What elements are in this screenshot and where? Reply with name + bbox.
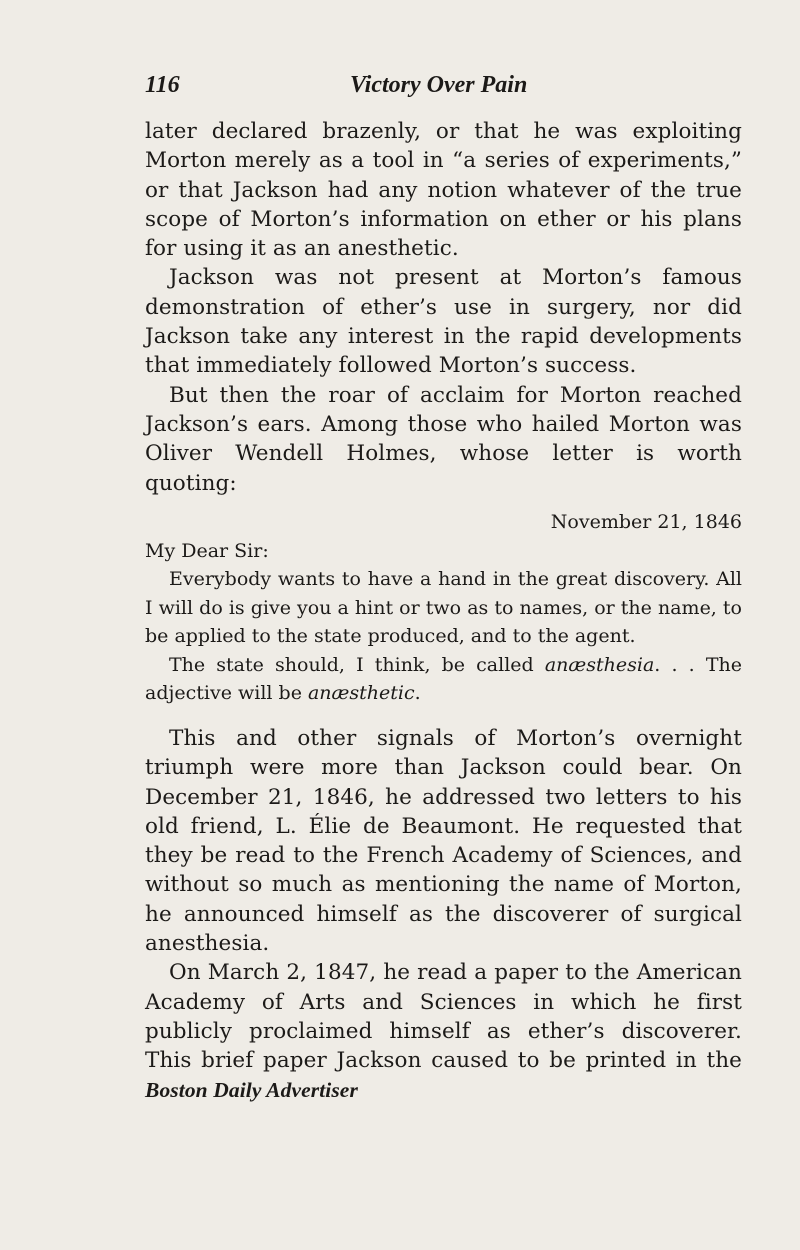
letter-text: . . . The adjective will be (145, 653, 742, 704)
letter-paragraph (145, 651, 742, 708)
letter-text: The state should, I think, be called (169, 653, 545, 676)
newspaper-title: Boston Daily Advertiser (145, 1077, 358, 1102)
page-number: 116 (145, 72, 180, 98)
letter-salutation: My Dear Sir: (145, 539, 269, 562)
body-text-top (145, 117, 742, 498)
running-head: Victory Over Pain (350, 72, 528, 98)
paragraph: Jackson was not present at Morton’s famous demonstration of ether’s use in surgery, nor did Jackson take any interest in the rapid developments that immediately followed Morton’s success. (145, 265, 742, 379)
paragraph: But then the roar of acclaim for Morton reached Jackson’s ears. Among those who hailed Morton was Oliver Wendell Holmes, whose letter is worth quoting: (145, 382, 742, 496)
paragraph-text: On March 2, 1847, he read a paper to the American Academy of Arts and Sciences in which he first publicly proclaimed himself as ether’s discoverer. This brief paper Jackson caused to be printed in the (145, 960, 742, 1074)
body-text-bottom (145, 724, 742, 1105)
paragraph: This and other signals of Morton’s overnight triumph were more than Jackson could bear. On December 21, 1846, he addressed two letters to his old friend, L. Élie de Beaumont. He requested that they be read to the French Academy of Sciences, and without so much as mentioning the name of Morton, he announced himself as the discoverer of surgical anesthesia. (145, 726, 742, 957)
letter-paragraph: Everybody wants to have a hand in the great discovery. All I will do is give you a hint or two as to names, or the name, to be applied to the state produced, and to the agent. (145, 568, 742, 647)
letter-text: . (414, 682, 421, 704)
paragraph: later declared brazenly, or that he was exploiting Morton merely as a tool in “a series of experiments,” or that Jackson had any notion whatever of the true scope of Morton’s information on ether or his plans for using it as an anesthetic. (145, 119, 742, 262)
term-anaesthetic: anæsthetic (307, 682, 415, 704)
quoted-letter (145, 508, 742, 708)
term-anaesthesia: anæsthesia (544, 653, 655, 676)
letter-date: November 21, 1846 (550, 511, 742, 533)
paragraph (145, 958, 742, 1104)
page-header (145, 72, 742, 108)
